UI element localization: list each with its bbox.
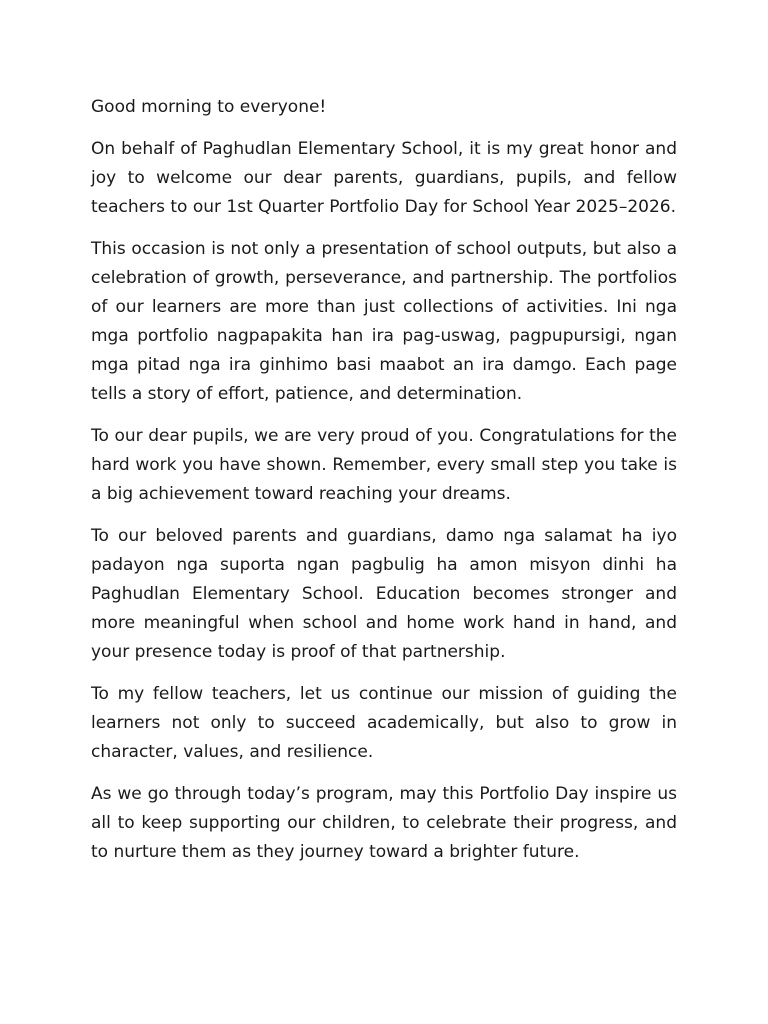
greeting-line: Good morning to everyone! [91, 97, 327, 117]
paragraph-occasion: This occasion is not only a presentation of school outputs, but also a celebration of growth, perseverance, and partnership. The portfolios of our learners are more than just collections of activities. Ini nga mga portfolio nagpapakita han ira pag-uswag, pagpupursigi, ngan mga pitad nga ira ginhimo basi maabot an ira damgo. Each page tells a story of effort, patience, and determination. [91, 239, 677, 404]
paragraph-parents: To our beloved parents and guardians, damo nga salamat ha iyo padayon nga suporta ngan pagbulig ha amon misyon dinhi ha Paghudlan Elementary School. Education becomes stronger and more meaningful when school and home work hand in hand, and your presence today is proof of that partnership. [91, 526, 677, 662]
paragraph-pupils: To our dear pupils, we are very proud of you. Congratulations for the hard work you have shown. Remember, every small step you take is a big achievement toward reaching your dreams. [91, 426, 677, 504]
paragraph-closing: As we go through today’s program, may this Portfolio Day inspire us all to keep supporting our children, to celebrate their progress, and to nurture them as they journey toward a brighter future. [91, 784, 677, 862]
document-page [91, 93, 677, 880]
paragraph-welcome: On behalf of Paghudlan Elementary School, it is my great honor and joy to welcome our dear parents, guardians, pupils, and fellow teachers to our 1st Quarter Portfolio Day for School Year 2025–2026. [91, 139, 677, 217]
paragraph-teachers: To my fellow teachers, let us continue our mission of guiding the learners not only to succeed academically, but also to grow in character, values, and resilience. [91, 684, 677, 762]
